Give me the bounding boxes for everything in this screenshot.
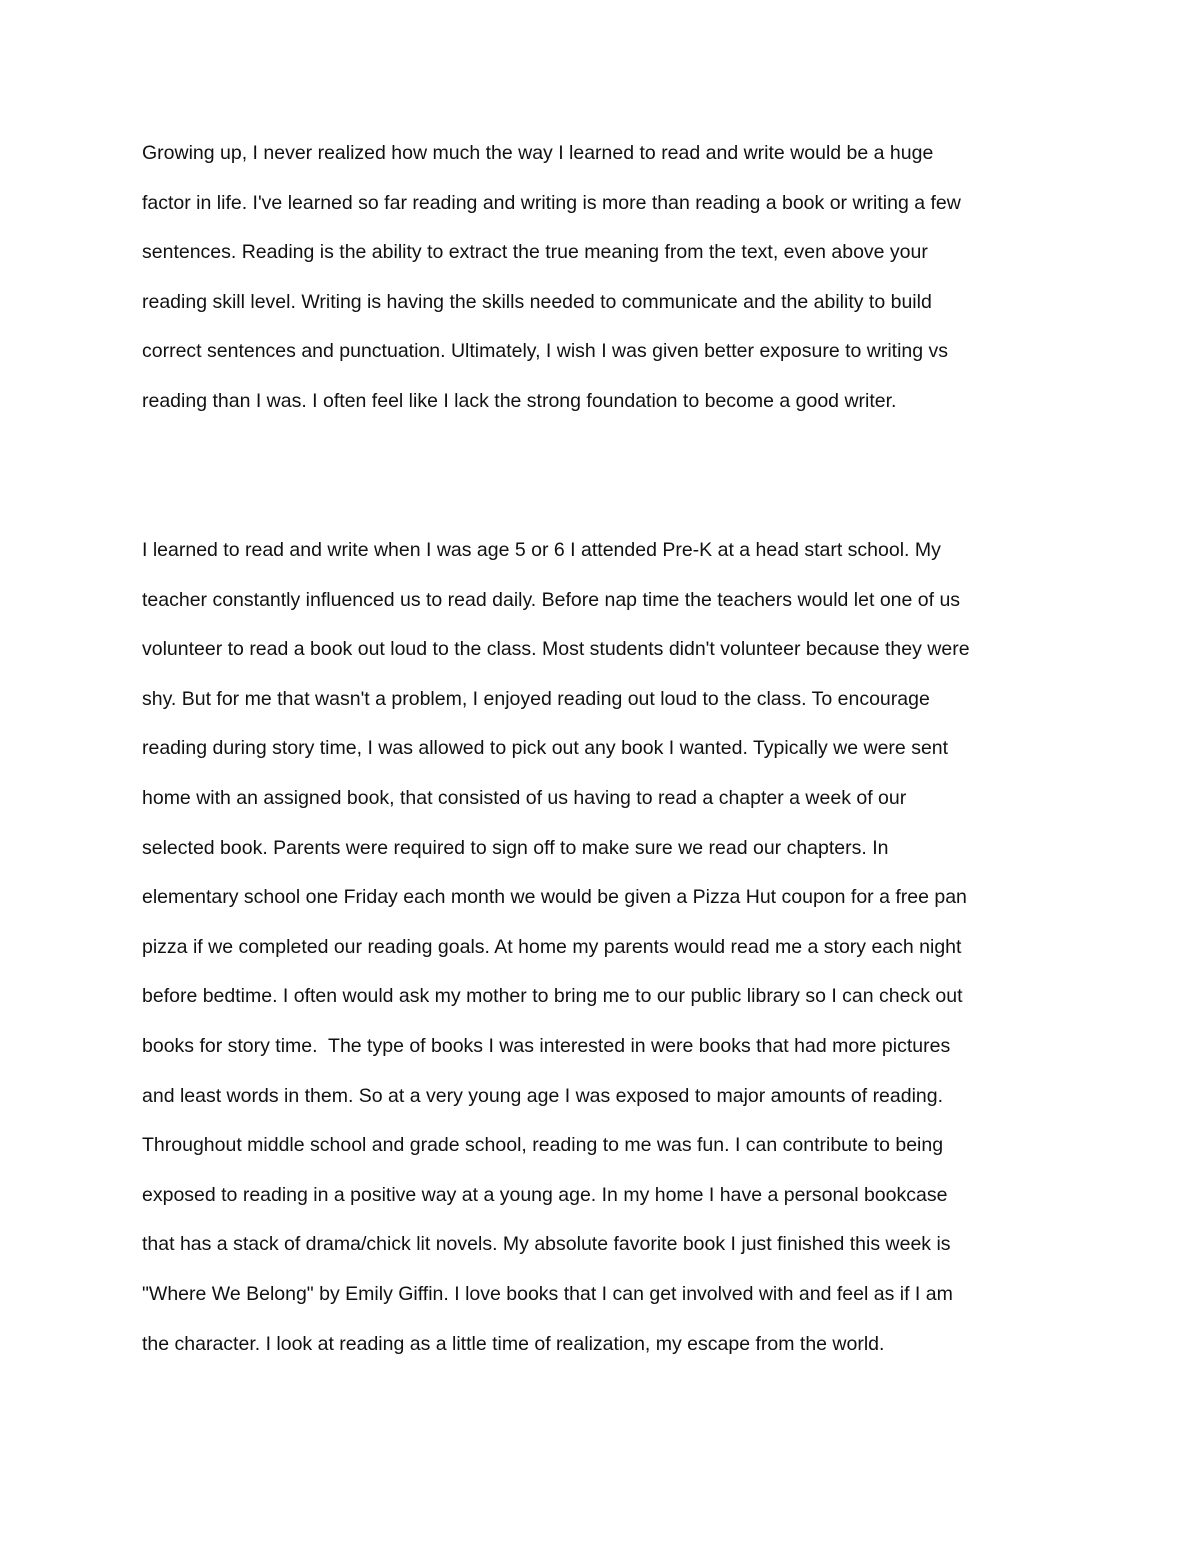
text-line: I learned to read and write when I was age 5 or 6 I attended Pre-K at a head start school. My (142, 539, 941, 561)
paragraph-1 (142, 129, 1102, 427)
text-line: elementary school one Friday each month we would be given a Pizza Hut coupon for a free pan (142, 886, 967, 909)
text-line: volunteer to read a book out loud to the class. Most students didn't volunteer because they were (142, 638, 970, 661)
paragraph-2 (142, 526, 1102, 1369)
text-line: factor in life. I've learned so far reading and writing is more than reading a book or writing a few (142, 191, 961, 214)
text-line: that has a stack of drama/chick lit novels. My absolute favorite book I just finished this week is (142, 1233, 951, 1256)
text-line: teacher constantly influenced us to read daily. Before nap time the teachers would let one of us (142, 588, 961, 611)
text-line: Throughout middle school and grade school, reading to me was fun. I can contribute to being (142, 1134, 944, 1157)
text-line: books for story time. The type of books I was interested in were books that had more pictures (142, 1034, 951, 1057)
text-line: home with an assigned book, that consisted of us having to read a chapter a week of our (142, 786, 907, 809)
text-line: before bedtime. I often would ask my mother to bring me to our public library so I can check out (142, 985, 963, 1008)
text-line: exposed to reading in a positive way at a young age. In my home I have a personal bookcase (142, 1183, 948, 1206)
text-line: correct sentences and punctuation. Ultimately, I wish I was given better exposure to writing vs (142, 340, 949, 363)
text-line: Growing up, I never realized how much the way I learned to read and write would be a huge (142, 142, 934, 164)
text-line: reading than I was. I often feel like I lack the strong foundation to become a good writer. (142, 389, 897, 412)
text-line: sentences. Reading is the ability to extract the true meaning from the text, even above your (142, 241, 928, 264)
text-line: pizza if we completed our reading goals. At home my parents would read me a story each night (142, 935, 962, 958)
text-line: reading during story time, I was allowed to pick out any book I wanted. Typically we were sent (142, 737, 949, 760)
text-line: shy. But for me that wasn't a problem, I enjoyed reading out loud to the class. To encourage (142, 687, 930, 710)
text-line: the character. I look at reading as a little time of realization, my escape from the world. (142, 1332, 885, 1355)
text-line: reading skill level. Writing is having the skills needed to communicate and the ability to build (142, 290, 932, 313)
text-line: and least words in them. So at a very young age I was exposed to major amounts of reading. (142, 1084, 944, 1107)
text-line: "Where We Belong" by Emily Giffin. I love books that I can get involved with and feel as if I am (142, 1282, 953, 1305)
text-line: selected book. Parents were required to sign off to make sure we read our chapters. In (142, 836, 889, 859)
